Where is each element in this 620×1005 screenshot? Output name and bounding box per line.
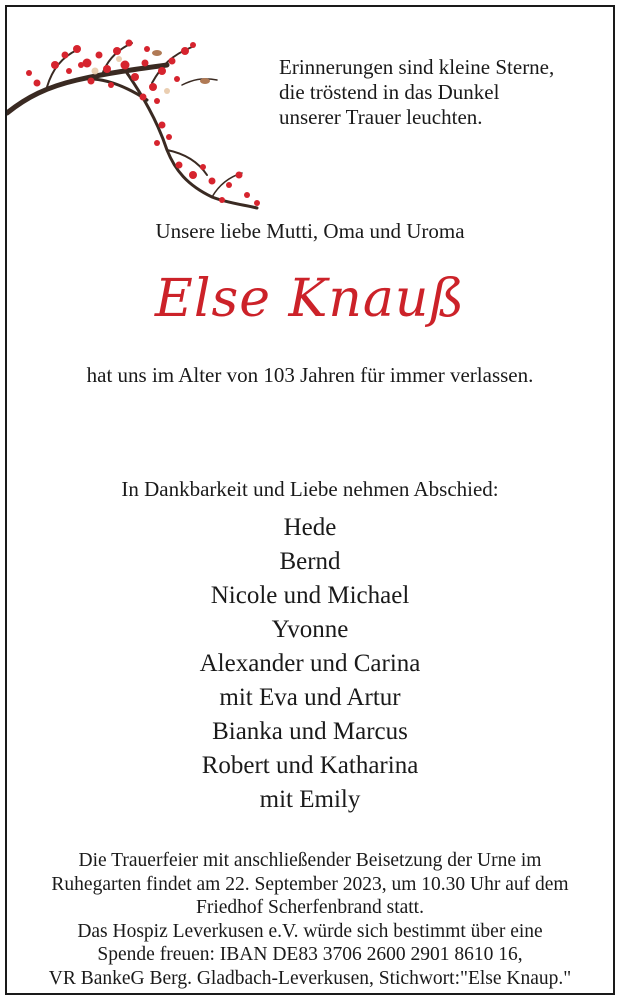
deceased-name: Else Knauß (154, 269, 466, 329)
mourner: mit Emily (259, 786, 361, 813)
funeral-line: Friedhof Scherfenbrand statt. (196, 897, 424, 918)
mourner: Hede (283, 514, 337, 541)
blossom-branch-icon (7, 25, 267, 215)
mourner: mit Eva und Artur (219, 684, 401, 711)
mourner: Bernd (279, 548, 341, 575)
intro-line: Unsere liebe Mutti, Oma und Uroma (155, 219, 465, 243)
funeral-info (7, 849, 613, 990)
obituary-notice (5, 5, 615, 995)
mourner: Alexander und Carina (199, 650, 421, 677)
poem (279, 55, 554, 130)
mourners-list (7, 511, 613, 817)
mourner: Yvonne (271, 616, 349, 643)
mourner: Robert und Katharina (201, 752, 419, 779)
poem-line: Erinnerungen sind kleine Sterne, (279, 55, 555, 79)
thanks-line: In Dankbarkeit und Liebe nehmen Abschied: (121, 477, 499, 501)
funeral-line: Das Hospiz Leverkusen e.V. würde sich bestimmt über eine (77, 920, 543, 942)
mourner: Bianka und Marcus (212, 718, 408, 745)
poem-line: die tröstend in das Dunkel (279, 80, 500, 104)
funeral-line: Spende freuen: IBAN DE83 3706 2600 2901 8610 16, (97, 944, 523, 965)
age-line: hat uns im Alter von 103 Jahren für immer verlassen. (86, 363, 534, 387)
mourner: Nicole und Michael (210, 582, 410, 609)
funeral-line: VR BankeG Berg. Gladbach-Leverkusen, Stichwort:"Else Knaup." (48, 967, 572, 989)
funeral-line: Die Trauerfeier mit anschließender Beisetzung der Urne im (78, 850, 542, 871)
poem-line: unserer Trauer leuchten. (279, 105, 483, 129)
funeral-line: Ruhegarten findet am 22. September 2023, um 10.30 Uhr auf dem (51, 873, 569, 895)
